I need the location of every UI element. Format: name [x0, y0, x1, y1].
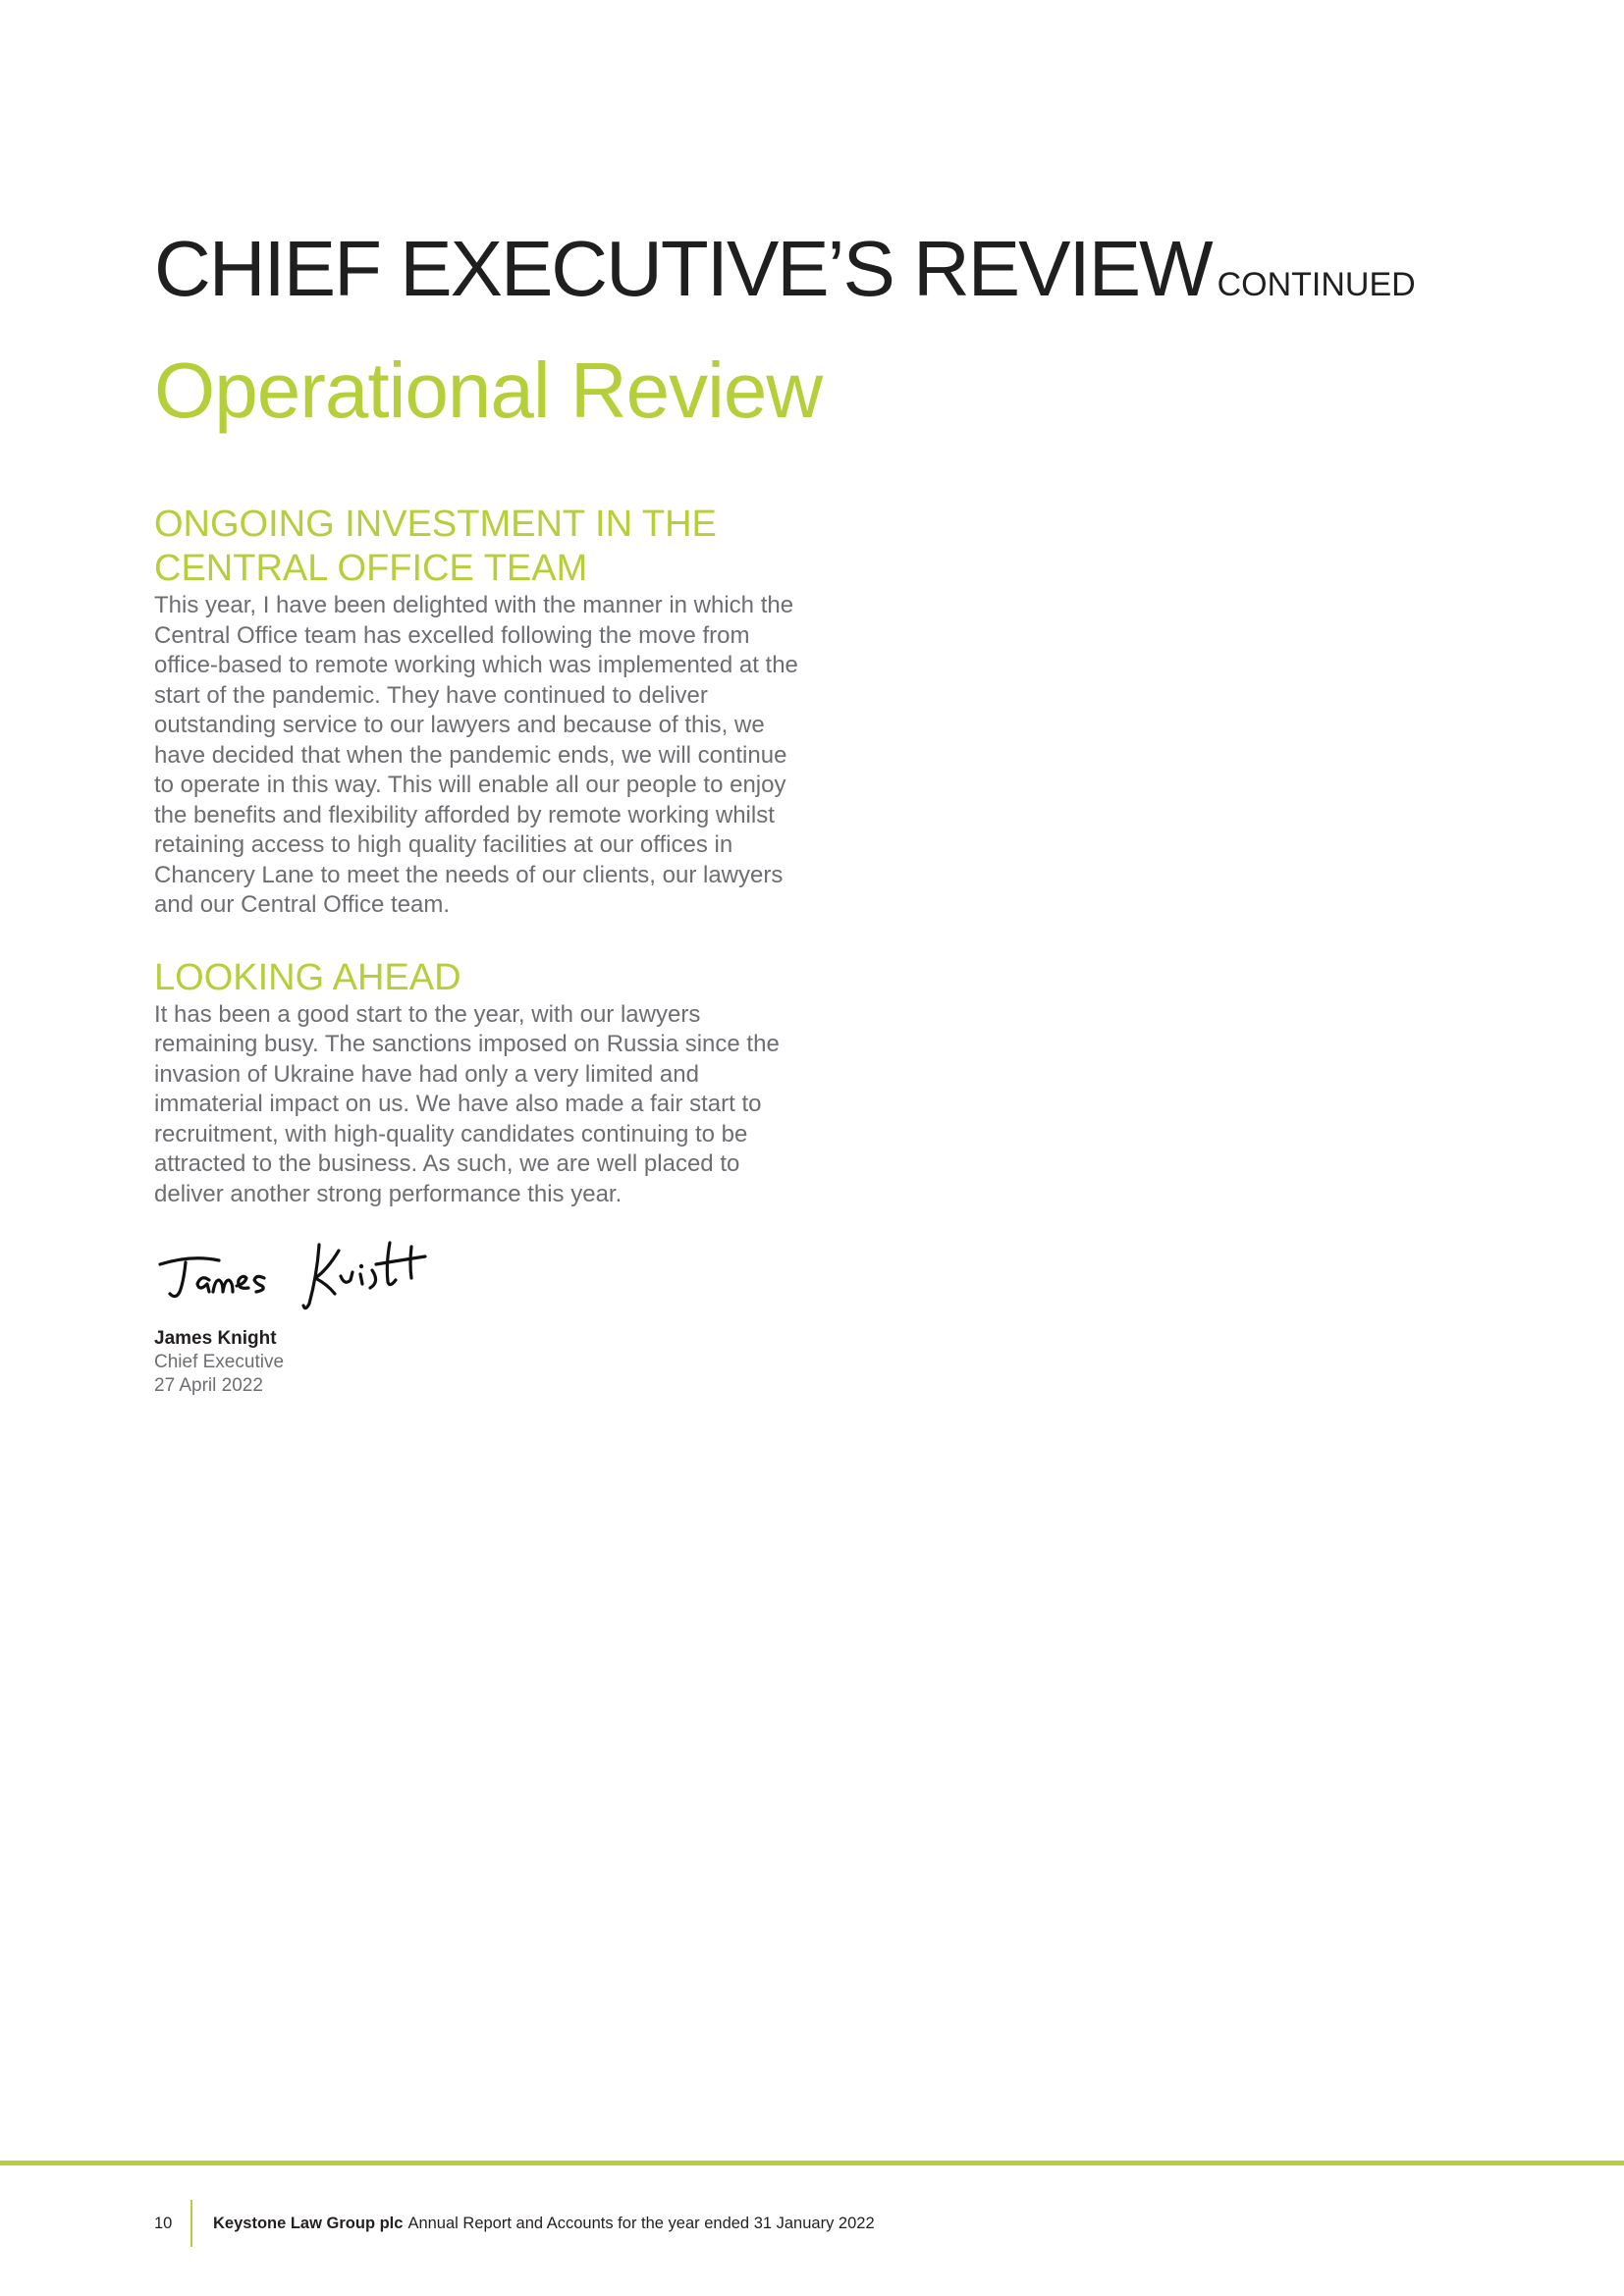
heading-central-office-line1: ONGOING INVESTMENT IN THE — [154, 504, 717, 545]
heading-looking-ahead: LOOKING AHEAD — [154, 956, 461, 998]
signer-name: James Knight — [154, 1328, 277, 1349]
page-title-text: CHIEF EXECUTIVE’S REVIEW — [154, 225, 1212, 312]
signature-text: James Knight — [154, 1222, 249, 1239]
paragraph-looking-ahead: It has been a good start to the year, with our lawyers remaining busy. The sanctions imposed on Russia since the invasion of Ukraine have had only a very limited and immaterial impact on us. We have also made a fair start to recruitment, with high-quality candidates continuing to be attracted to the business. As such, we are well placed to deliver another strong performance this year. — [154, 1000, 780, 1207]
continued-label: CONTINUED — [1217, 266, 1416, 303]
heading-central-office — [154, 503, 802, 591]
section-title: Operational Review — [154, 347, 823, 434]
page-title — [154, 222, 1416, 332]
signature-image — [154, 1222, 449, 1317]
footer-divider — [190, 2200, 192, 2247]
page-number: 10 — [154, 2214, 173, 2232]
footer-report-title: Annual Report and Accounts for the year ended 31 January 2022 — [407, 2214, 875, 2232]
signer-role: Chief Executive — [154, 1352, 285, 1372]
footer-company: Keystone Law Group plc — [213, 2214, 404, 2232]
footer-rule — [0, 2161, 1624, 2165]
main-column — [154, 503, 802, 1398]
footer — [154, 2200, 875, 2247]
signer-date: 27 April 2022 — [154, 1375, 263, 1396]
heading-central-office-line2: CENTRAL OFFICE TEAM — [154, 548, 588, 589]
paragraph-central-office: This year, I have been delighted with the manner in which the Central Office team has excelled following the move from office-based to remote working which was implemented at the start of the pandemic. They have continued to deliver outstanding service to our lawyers and because of this, we have decided that when the pandemic ends, we will continue to operate in this way. This will enable all our people to enjoy the benefits and flexibility afforded by remote working whilst retaining access to high quality facilities at our offices in Chancery Lane to meet the needs of our clients, our lawyers and our Central Office team. — [154, 592, 798, 918]
